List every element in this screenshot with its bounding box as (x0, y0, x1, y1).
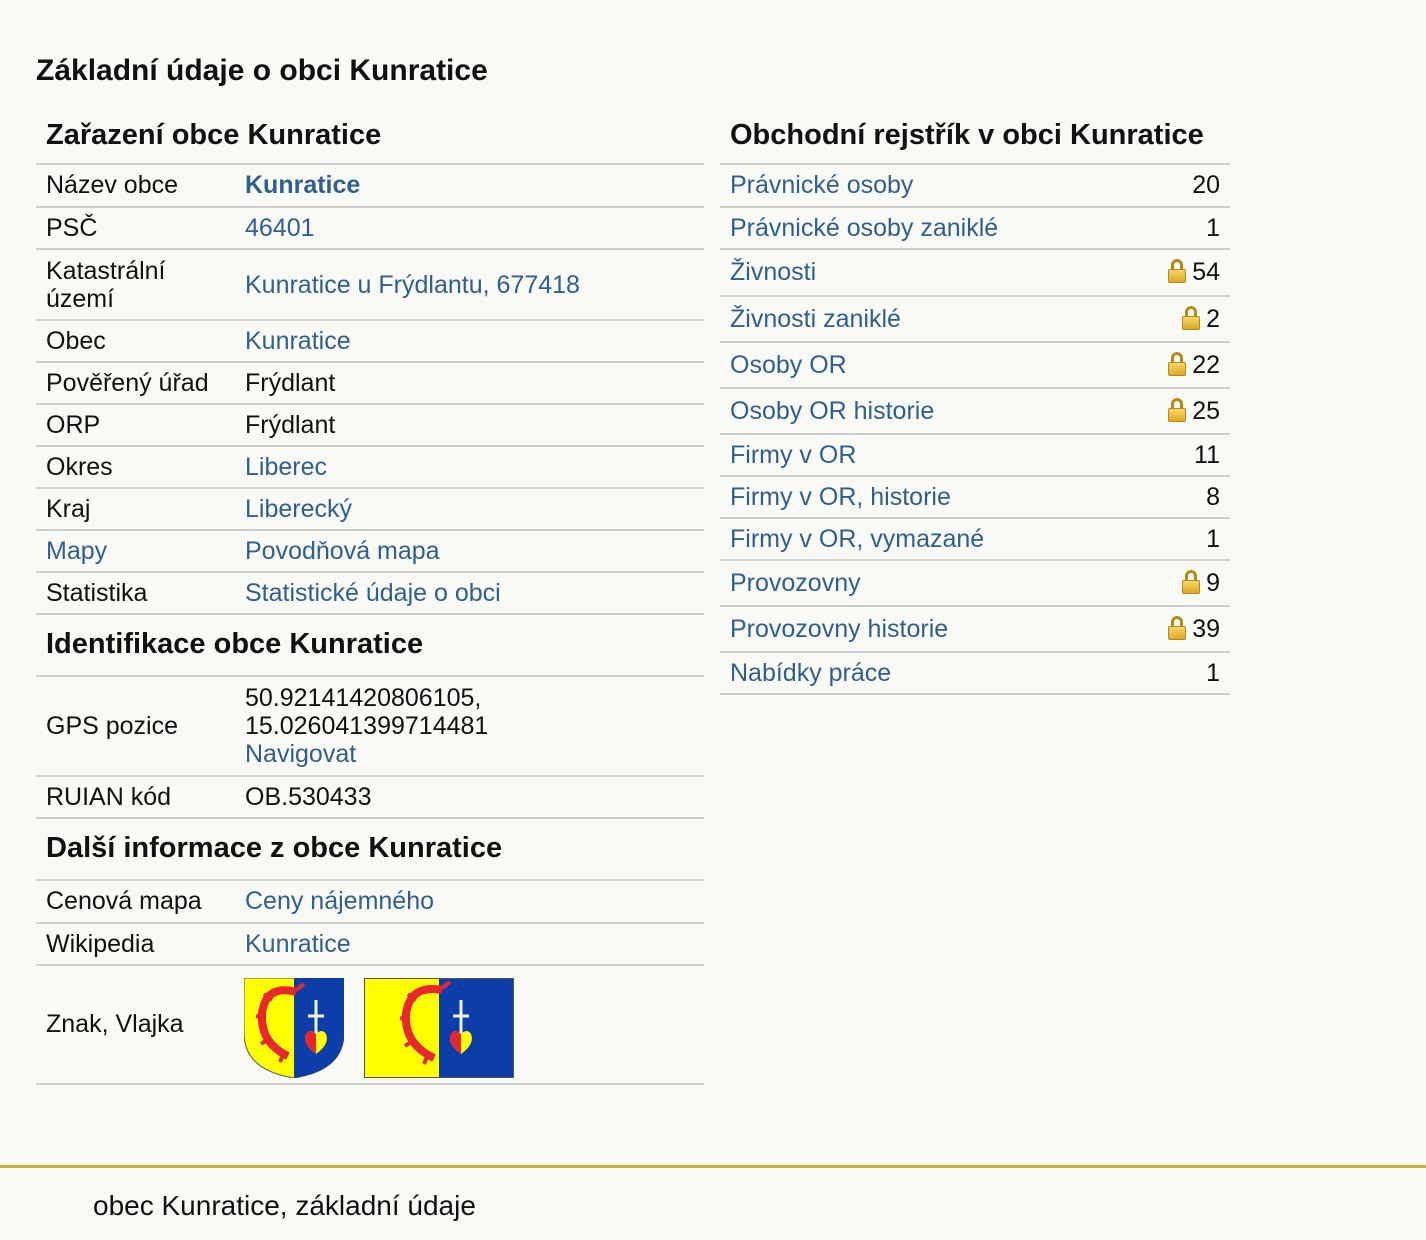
rejstrik-link[interactable]: Firmy v OR (730, 440, 857, 469)
table-row (36, 404, 704, 446)
coat-of-arms-icon[interactable] (244, 978, 344, 1078)
rejstrik-link[interactable]: Nabídky práce (730, 658, 892, 687)
identifikace-table (36, 677, 704, 819)
rejstrik-link[interactable]: Provozovny historie (730, 614, 949, 643)
table-row (36, 572, 704, 614)
flag-icon[interactable] (364, 978, 514, 1078)
count: 22 (1192, 350, 1220, 379)
mapy-link[interactable]: Mapy (46, 536, 108, 565)
lock-icon (1168, 398, 1186, 422)
table-row (720, 434, 1230, 476)
table-row (720, 388, 1230, 434)
row-key: Statistika (36, 572, 235, 614)
table-row (36, 320, 704, 362)
row-key: Katastrální území (36, 249, 235, 320)
zarazeni-heading: Zařazení obce Kunratice (36, 113, 704, 165)
row-key: PSČ (36, 207, 235, 249)
zarazeni-table (36, 165, 704, 615)
statistika-link[interactable]: Statistické údaje o obci (245, 578, 501, 607)
table-row (36, 965, 704, 1084)
right-column (720, 113, 1230, 695)
row-key: Obec (36, 320, 235, 362)
row-key: ORP (36, 404, 235, 446)
katastralni-uzemi-link[interactable]: Kunratice u Frýdlantu, 677418 (245, 270, 580, 299)
table-row (36, 677, 704, 776)
row-key: Kraj (36, 488, 235, 530)
page-title: Základní údaje o obci Kunratice (36, 54, 488, 87)
table-row (36, 446, 704, 488)
footer-text: obec Kunratice, základní údaje (93, 1190, 476, 1221)
rejstrik-link[interactable]: Osoby OR (730, 350, 847, 379)
gps-lon: 15.026041399714481 (245, 712, 489, 740)
navigovat-link[interactable]: Navigovat (245, 740, 357, 768)
gps-lat: 50.92141420806105, (245, 684, 482, 712)
count: 25 (1192, 396, 1220, 425)
lock-icon (1168, 616, 1186, 640)
obec-link[interactable]: Kunratice (245, 326, 351, 355)
left-column (36, 113, 704, 1085)
table-row (36, 776, 704, 818)
znak-label: Znak, Vlajka (36, 965, 235, 1084)
row-key: Pověřený úřad (36, 362, 235, 404)
table-row (720, 560, 1230, 606)
rejstrik-link[interactable]: Firmy v OR, historie (730, 482, 951, 511)
rejstrik-table (720, 165, 1230, 695)
count: 1 (1206, 213, 1220, 242)
footer-divider (0, 1165, 1426, 1168)
count: 1 (1206, 658, 1220, 687)
table-row (720, 249, 1230, 296)
lock-icon (1182, 306, 1200, 330)
povodnova-mapa-link[interactable]: Povodňová mapa (245, 536, 440, 565)
rejstrik-link[interactable]: Živnosti (730, 258, 817, 286)
lock-icon (1168, 259, 1186, 283)
row-value: Frýdlant (235, 362, 704, 404)
okres-link[interactable]: Liberec (245, 452, 327, 481)
table-row (36, 165, 704, 207)
gps-label: GPS pozice (36, 677, 235, 776)
count: 20 (1192, 171, 1220, 199)
table-row (36, 249, 704, 320)
ceny-najemneho-link[interactable]: Ceny nájemného (245, 887, 435, 915)
table-row (720, 207, 1230, 249)
table-row (720, 476, 1230, 518)
count: 11 (1194, 440, 1220, 469)
rejstrik-link[interactable]: Osoby OR historie (730, 396, 935, 425)
table-row (36, 362, 704, 404)
table-row (36, 881, 704, 923)
lock-icon (1168, 352, 1186, 376)
wikipedia-link[interactable]: Kunratice (245, 929, 351, 958)
table-row (36, 923, 704, 965)
table-row (720, 606, 1230, 652)
table-row (720, 165, 1230, 207)
count: 39 (1192, 614, 1220, 643)
table-row (720, 652, 1230, 694)
count: 8 (1206, 482, 1220, 511)
table-row (36, 530, 704, 572)
rejstrik-link[interactable]: Právnické osoby zaniklé (730, 213, 999, 242)
rejstrik-link[interactable]: Provozovny (730, 568, 861, 597)
rejstrik-link[interactable]: Právnické osoby (730, 171, 914, 199)
dalsi-heading: Další informace z obce Kunratice (36, 819, 704, 881)
row-value: Frýdlant (235, 404, 704, 446)
table-row (36, 488, 704, 530)
identifikace-heading: Identifikace obce Kunratice (36, 615, 704, 677)
ruian-value: OB.530433 (235, 776, 704, 818)
row-key: Okres (36, 446, 235, 488)
count: 1 (1206, 524, 1220, 553)
row-key: Název obce (36, 165, 235, 207)
rejstrik-link[interactable]: Firmy v OR, vymazané (730, 524, 985, 553)
count: 54 (1192, 258, 1220, 286)
wiki-label: Wikipedia (36, 923, 235, 965)
cenova-label: Cenová mapa (36, 881, 235, 923)
rejstrik-heading: Obchodní rejstřík v obci Kunratice (720, 113, 1230, 165)
count: 9 (1206, 568, 1220, 597)
lock-icon (1182, 570, 1200, 594)
psc-link[interactable]: 46401 (245, 213, 315, 242)
kraj-link[interactable]: Liberecký (245, 494, 352, 523)
dalsi-table (36, 881, 704, 1085)
nazev-obce-link[interactable]: Kunratice (245, 171, 361, 199)
rejstrik-link[interactable]: Živnosti zaniklé (730, 304, 901, 333)
table-row (720, 518, 1230, 560)
table-row (720, 342, 1230, 388)
table-row (36, 207, 704, 249)
ruian-label: RUIAN kód (36, 776, 235, 818)
count: 2 (1206, 304, 1220, 333)
table-row (720, 296, 1230, 342)
